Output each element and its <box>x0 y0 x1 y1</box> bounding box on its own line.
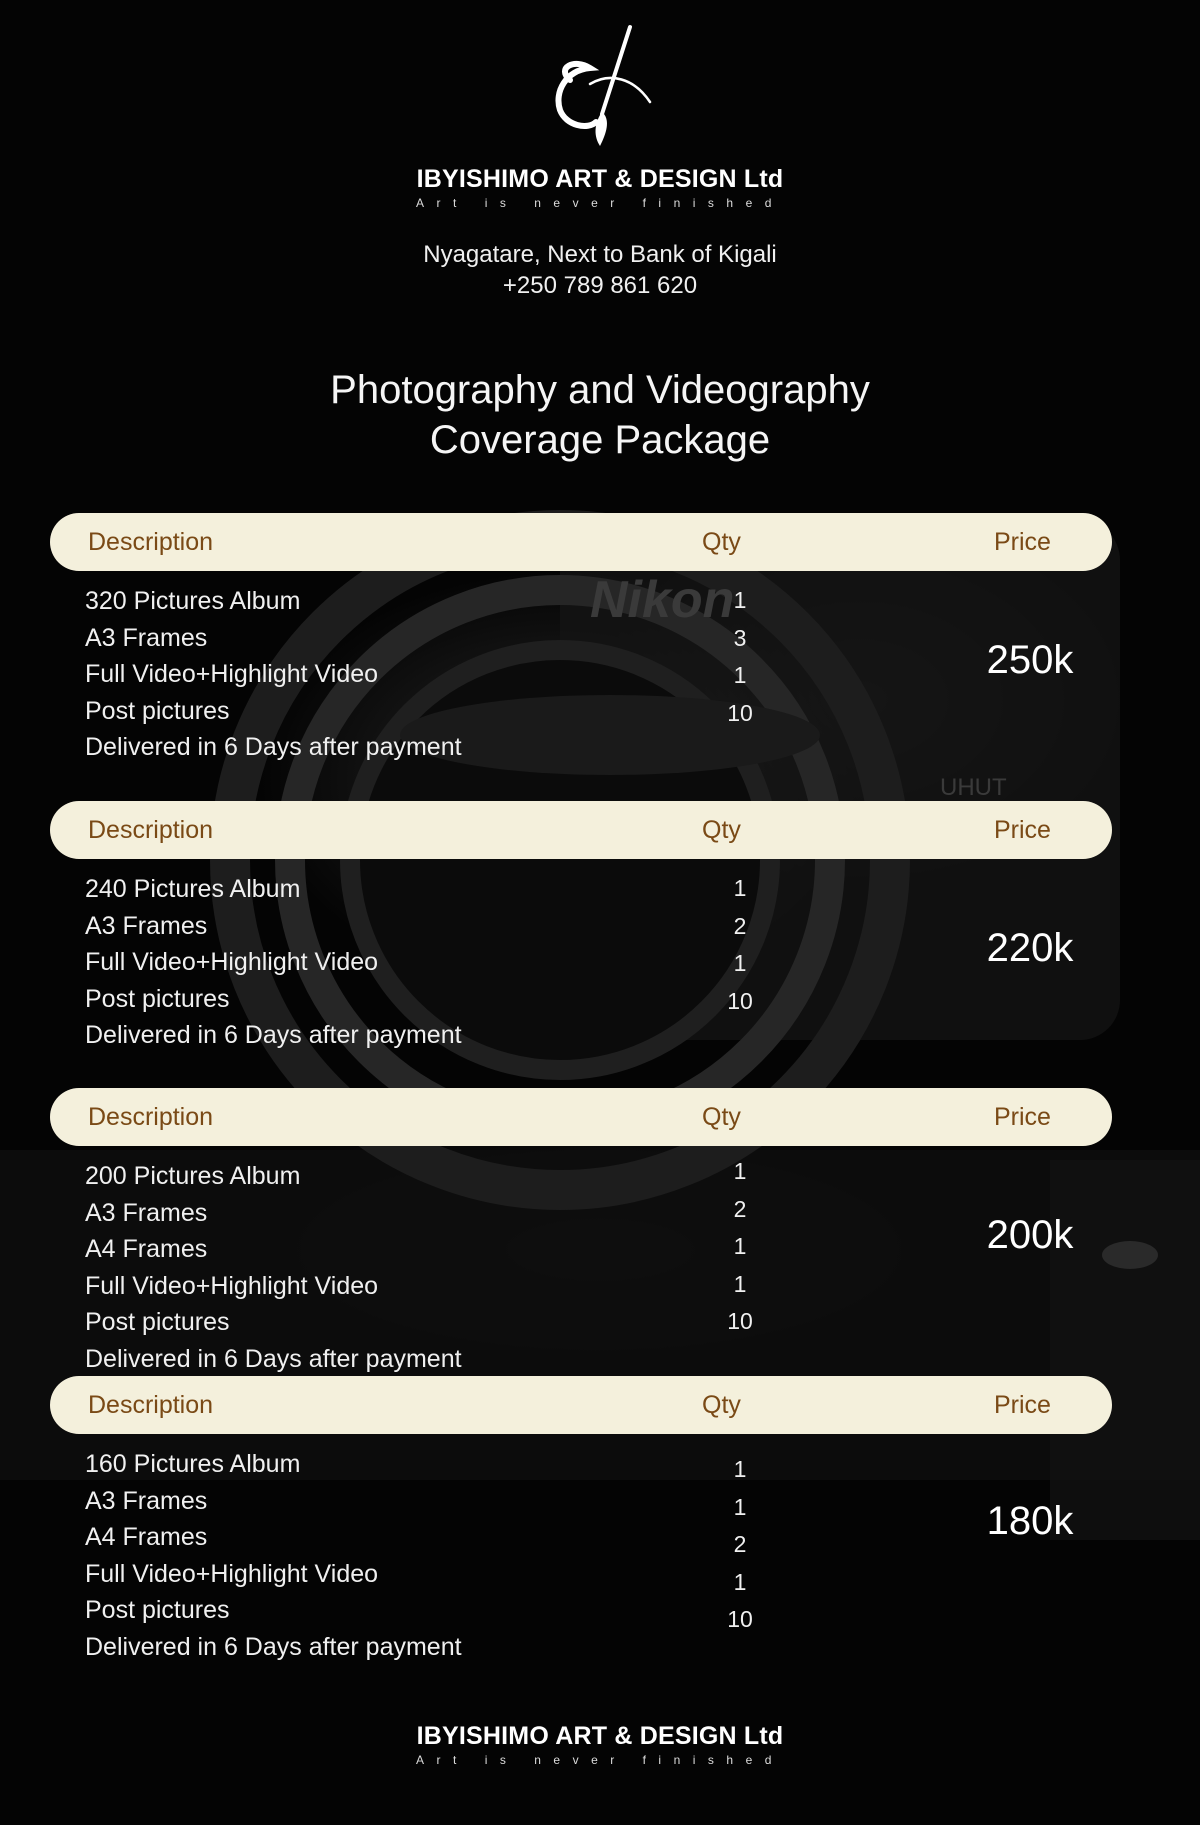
header-description: Description <box>88 1391 214 1419</box>
header-qty: Qty <box>702 816 741 844</box>
header-price: Price <box>994 528 1051 556</box>
list-item: 200 Pictures Album <box>85 1162 301 1190</box>
title-line-1: Photography and Videography <box>330 368 870 412</box>
header-description: Description <box>88 1103 214 1131</box>
item-list <box>85 1450 462 1670</box>
company-phone: +250 789 861 620 <box>502 272 698 299</box>
qty-value: 1 <box>733 1456 747 1482</box>
qty-list <box>700 1158 780 1346</box>
footer-company-name: IBYISHIMO ART & DESIGN Ltd <box>416 1722 784 1750</box>
camera-model-text: UHUT <box>940 774 1007 801</box>
qty-value: 2 <box>733 912 747 939</box>
qty-value: 1 <box>733 875 747 901</box>
list-item: Delivered in 6 Days after payment <box>85 1632 462 1661</box>
qty-value: 1 <box>733 1568 747 1595</box>
qty-value: 1 <box>733 1270 747 1297</box>
list-item: 160 Pictures Album <box>85 1450 301 1478</box>
package-header <box>50 513 1112 571</box>
item-list <box>85 1162 462 1382</box>
qty-value: 1 <box>733 587 747 613</box>
qty-value: 1 <box>733 1493 747 1520</box>
package-price: 180k <box>986 1499 1074 1543</box>
list-item: 320 Pictures Album <box>85 587 301 615</box>
list-item: Full Video+Highlight Video <box>85 1559 379 1588</box>
header-price: Price <box>994 1391 1051 1419</box>
header-description: Description <box>88 816 214 844</box>
list-item: A3 Frames <box>85 623 208 652</box>
item-list <box>85 875 462 1058</box>
header-qty: Qty <box>702 1391 741 1419</box>
qty-value: 3 <box>733 624 747 651</box>
list-item: Delivered in 6 Days after payment <box>85 1344 462 1373</box>
list-item: A4 Frames <box>85 1523 208 1552</box>
list-item: Post pictures <box>85 1308 230 1337</box>
list-item: Delivered in 6 Days after payment <box>85 733 462 762</box>
qty-list <box>700 587 780 737</box>
header-price: Price <box>994 1103 1051 1131</box>
qty-list <box>700 1456 780 1644</box>
footer-company-tagline: Art is never finished <box>416 1753 784 1767</box>
qty-value: 10 <box>727 699 753 726</box>
qty-value: 1 <box>733 1158 747 1184</box>
package-price: 250k <box>986 638 1074 682</box>
package-header <box>50 801 1112 859</box>
qty-value: 1 <box>733 662 747 689</box>
package-header <box>50 1088 1112 1146</box>
brush-logo-icon <box>530 22 670 152</box>
list-item: A3 Frames <box>85 1486 208 1515</box>
company-tagline: Art is never finished <box>416 196 784 210</box>
company-address: Nyagatare, Next to Bank of Kigali <box>423 241 777 268</box>
qty-value: 2 <box>733 1195 747 1222</box>
header-description: Description <box>88 528 214 556</box>
page-title <box>0 365 1200 465</box>
title-line-2: Coverage Package <box>429 418 771 462</box>
list-item: 240 Pictures Album <box>85 875 301 903</box>
list-item: Post pictures <box>85 696 230 725</box>
qty-value: 10 <box>727 987 753 1014</box>
list-item: A4 Frames <box>85 1235 208 1264</box>
package-price: 200k <box>986 1213 1074 1257</box>
package-header <box>50 1376 1112 1434</box>
item-list <box>85 587 462 770</box>
qty-value: 10 <box>727 1606 753 1633</box>
company-name: IBYISHIMO ART & DESIGN Ltd <box>416 165 784 193</box>
qty-list <box>700 875 780 1025</box>
list-item: Full Video+Highlight Video <box>85 948 379 977</box>
qty-value: 1 <box>733 1233 747 1260</box>
qty-value: 1 <box>733 950 747 977</box>
header-price: Price <box>994 816 1051 844</box>
list-item: Delivered in 6 Days after payment <box>85 1021 462 1050</box>
list-item: Post pictures <box>85 1596 230 1625</box>
list-item: A3 Frames <box>85 911 208 940</box>
nikon-brand-text: Nikon <box>590 571 735 629</box>
header-qty: Qty <box>702 1103 741 1131</box>
list-item: A3 Frames <box>85 1198 208 1227</box>
list-item: Full Video+Highlight Video <box>85 1271 379 1300</box>
package-price: 220k <box>986 926 1074 970</box>
list-item: Post pictures <box>85 984 230 1013</box>
header-qty: Qty <box>702 528 741 556</box>
qty-value: 10 <box>727 1308 753 1335</box>
list-item: Full Video+Highlight Video <box>85 660 379 689</box>
qty-value: 2 <box>733 1531 747 1558</box>
